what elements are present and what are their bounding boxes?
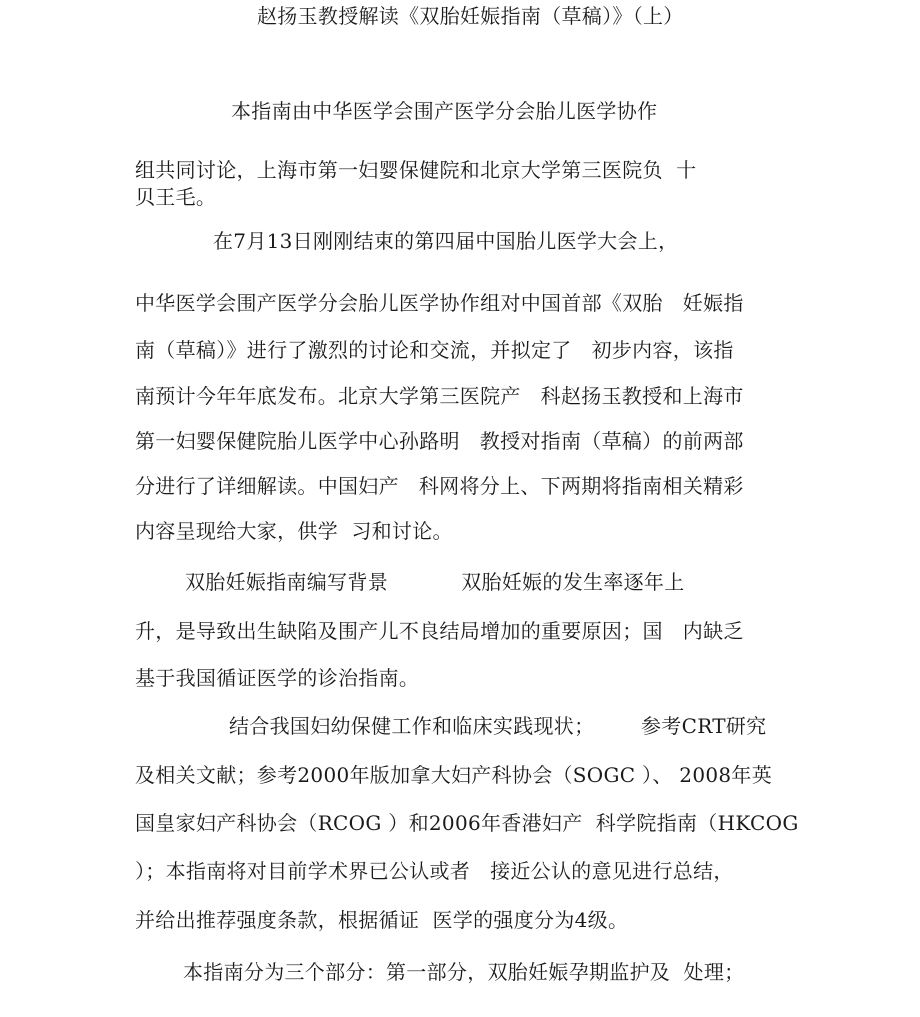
text-line-10: 内容呈现给大家，供学 习和讨论。 — [135, 519, 453, 543]
text-line-16: 国皇家妇产科协会（RCOG ）和2006年香港妇产 科学院指南（HKCOG — [135, 811, 799, 835]
text-line-18: 并给出推荐强度条款，根据循证 医学的强度分为4级。 — [135, 908, 629, 932]
text-line-19: 本指南分为三个部分：第一部分，双胎妊娠孕期监护及 处理； — [183, 960, 745, 984]
text-line-12: 升，是导致出生缺陷及围产儿不良结局增加的重要原因；国 内缺乏 — [135, 619, 744, 643]
text-line-1: 本指南由中华医学会围产医学分会胎儿医学协作 — [231, 99, 658, 123]
text-line-11: 双胎妊娠指南编写背景 双胎妊娠的发生率逐年上 — [185, 570, 685, 594]
text-line-5: 中华医学会围产医学分会胎儿医学协作组对中国首部《双胎 妊娠指 — [135, 291, 744, 315]
text-line-4: 在7月13日刚刚结束的第四届中国胎儿医学大会上， — [213, 229, 679, 253]
document-title: 赵扬玉教授解读《双胎妊娠指南（草稿）》（上） — [257, 4, 684, 28]
text-line-14: 结合我国妇幼保健工作和临床实践现状； 参考CRT研究 — [229, 714, 767, 738]
text-line-15: 及相关文献；参考2000年版加拿大妇产科协会（SOGC ）、 2008年英 — [135, 763, 772, 787]
text-line-6: 南（草稿）》进行了激烈的讨论和交流，并拟定了 初步内容，该指 — [135, 338, 734, 362]
text-line-13: 基于我国循证医学的诊治指南。 — [135, 666, 420, 690]
text-line-17: ）；本指南将对目前学术界已公认或者 接近公认的意见进行总结， — [135, 859, 734, 883]
text-line-2: 组共同讨论，上海市第一妇婴保健院和北京大学第三医院负 十 — [135, 158, 697, 182]
text-line-9: 分进行了详细解读。中国妇产 科网将分上、下两期将指南相关精彩 — [135, 474, 744, 498]
text-line-3: 贝王毛。 — [135, 185, 217, 209]
text-line-8: 第一妇婴保健院胎儿医学中心孙路明 教授对指南（草稿）的前两部 — [135, 429, 744, 453]
text-line-7: 南预计今年年底发布。北京大学第三医院产 科赵扬玉教授和上海市 — [135, 384, 744, 408]
